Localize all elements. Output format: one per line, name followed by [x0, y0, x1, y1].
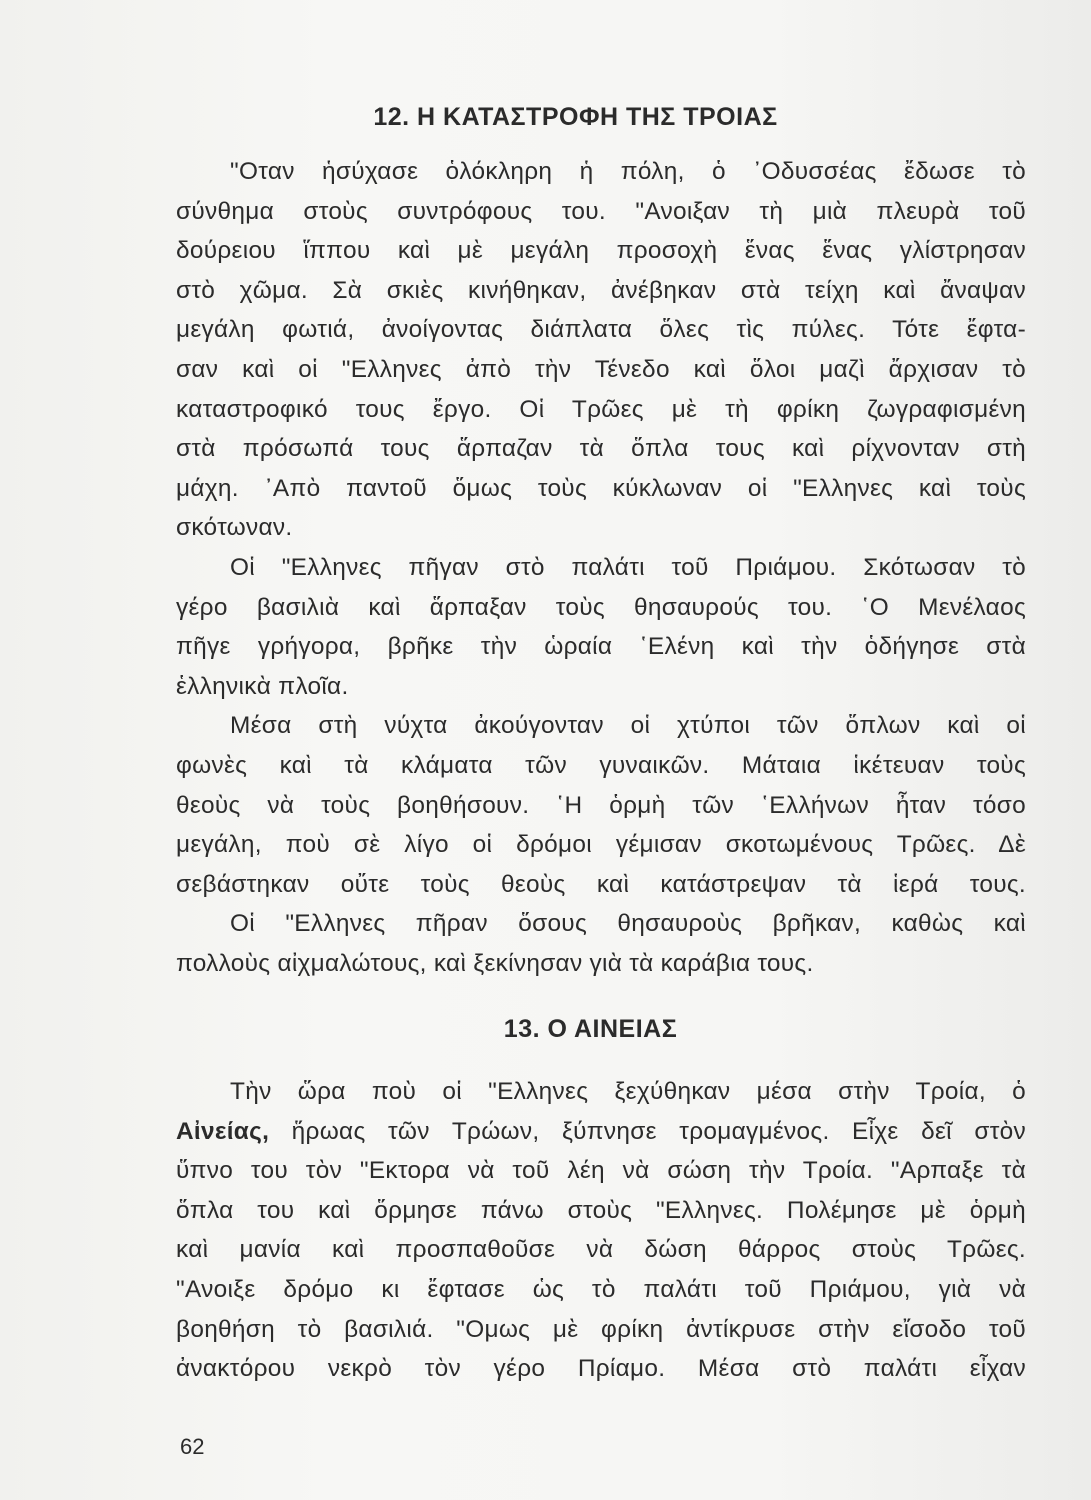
text-line: σεβάστηκαν οὔτε τοὺς θεοὺς καὶ κατάστρεψαν τὰ ἱερά τους.: [176, 870, 1026, 898]
text-line: στὰ πρόσωπά τους ἅρπαζαν τὰ ὅπλα τους καὶ ρίχνονταν στὴ: [176, 435, 1026, 463]
bold-name: Αἰνείας,: [176, 1117, 270, 1145]
text-line: ἑλληνικὰ πλοῖα.: [176, 672, 349, 700]
text-line-rest: ἥρωας τῶν Τρώων, ξύπνησε τρομαγμένος. Εἶχε δεῖ στὸν: [291, 1117, 1027, 1145]
text-line: βοηθήση τὸ βασιλιά. "Ομως μὲ φρίκη ἀντίκρυσε στὴν εἴσοδο τοῦ: [176, 1315, 1026, 1343]
text-line: ὅπλα του καὶ ὅρμησε πάνω στοὺς "Ελληνες. Πολέμησε μὲ ὁρμὴ: [176, 1196, 1026, 1224]
text-line: στὸ χῶμα. Σὰ σκιὲς κινήθηκαν, ἀνέβηκαν στὰ τείχη καὶ ἄναψαν: [176, 276, 1026, 304]
text-line: καὶ μανία καὶ προσπαθοῦσε νὰ δώση θάρρος στοὺς Τρῶες.: [176, 1236, 1026, 1264]
text-line: πολλοὺς αἰχμαλώτους, καὶ ξεκίνησαν γιὰ τὰ καράβια τους.: [176, 949, 814, 977]
text-line: Οἱ "Ελληνες πῆραν ὅσους θησαυροὺς βρῆκαν, καθὼς καὶ: [230, 910, 1026, 938]
text-line: "Ανοιξε δρόμο κι ἔφτασε ὡς τὸ παλάτι τοῦ Πριάμου, γιὰ νὰ: [176, 1275, 1026, 1303]
text-line: γέρο βασιλιὰ καὶ ἅρπαξαν τοὺς θησαυρούς του. ῾Ο Μενέλαος: [176, 593, 1026, 621]
text-line: πῆγε γρήγορα, βρῆκε τὴν ὡραία ῾Ελένη καὶ τὴν ὁδήγησε στὰ: [176, 633, 1026, 661]
text-line: φωνὲς καὶ τὰ κλάματα τῶν γυναικῶν. Μάταια ἱκέτευαν τοὺς: [176, 751, 1026, 779]
page-number: 62: [180, 1434, 205, 1459]
text-line: Μέσα στὴ νύχτα ἀκούγονταν οἱ χτύποι τῶν ὅπλων καὶ οἱ: [230, 712, 1026, 740]
chapter-13-title: 13. Ο ΑΙΝΕΙΑΣ: [503, 1015, 678, 1043]
text-line: Οἱ "Ελληνες πῆγαν στὸ παλάτι τοῦ Πριάμου. Σκότωσαν τὸ: [230, 553, 1026, 581]
text-line: δούρειου ἵππου καὶ μὲ μεγάλη προσοχὴ ἕνας ἕνας γλίστρησαν: [176, 237, 1026, 265]
text-line: καταστροφικό τους ἔργο. Οἱ Τρῶες μὲ τὴ φρίκη ζωγραφισμένη: [176, 395, 1026, 423]
chapter-12-body: [176, 152, 1026, 983]
text-line: σαν καὶ οἱ "Ελληνες ἀπὸ τὴν Τένεδο καὶ ὅλοι μαζὶ ἄρχισαν τὸ: [176, 355, 1026, 383]
text-line: σύνθημα στοὺς συντρόφους του. "Ανοιξαν τὴ μιὰ πλευρὰ τοῦ: [176, 197, 1026, 225]
text-line: μεγάλη φωτιά, ἀνοίγοντας διάπλατα ὅλες τὶς πύλες. Τότε ἔφτα-: [176, 316, 1026, 344]
text-line: μάχη. ᾿Απὸ παντοῦ ὅμως τοὺς κύκλωναν οἱ "Ελληνες καὶ τοὺς: [176, 474, 1026, 502]
text-line: [176, 1112, 1026, 1152]
text-line: ἀνακτόρου νεκρὸ τὸν γέρο Πρίαμο. Μέσα στὸ παλάτι εἶχαν: [176, 1355, 1026, 1383]
chapter-12-title: 12. Η ΚΑΤΑΣΤΡΟΦΗ ΤΗΣ ΤΡΟΙΑΣ: [373, 103, 778, 131]
text-line: μεγάλη, ποὺ σὲ λίγο οἱ δρόμοι γέμισαν σκοτωμένους Τρῶες. Δὲ: [176, 831, 1026, 859]
chapter-13-body: [176, 1072, 1026, 1389]
text-line: σκότωναν.: [176, 514, 293, 542]
text-line: Τὴν ὥρα ποὺ οἱ "Ελληνες ξεχύθηκαν μέσα στὴν Τροία, ὁ: [230, 1078, 1026, 1105]
text-line: "Οταν ἡσύχασε ὁλόκληρη ἡ πόλη, ὁ ᾿Οδυσσέας ἔδωσε τὸ: [230, 158, 1026, 185]
text-line: θεοὺς νὰ τοὺς βοηθήσουν. ῾Η ὁρμὴ τῶν ῾Ελλήνων ἦταν τόσο: [176, 791, 1026, 819]
text-line: ὕπνο του τὸν "Εκτορα νὰ τοῦ λέη νὰ σώση τὴν Τροία. "Αρπαξε τὰ: [176, 1157, 1026, 1185]
